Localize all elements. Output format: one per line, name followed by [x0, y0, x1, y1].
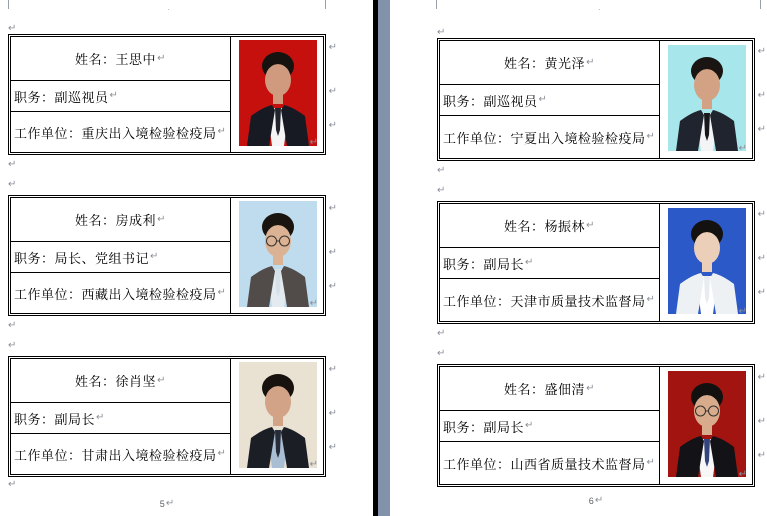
card-text-cells — [440, 41, 660, 158]
empty-paragraph[interactable] — [8, 155, 326, 175]
paragraph-mark: ↵ — [8, 340, 17, 351]
name-text: 姓名：徐肖坚 — [75, 374, 157, 389]
name-row[interactable] — [11, 359, 230, 403]
row-end-mark: ↵ — [328, 364, 337, 375]
row-end-mark: ↵ — [328, 42, 337, 53]
photo-cell — [660, 204, 752, 321]
position-row[interactable] — [11, 242, 230, 273]
page-gap-divider — [373, 0, 390, 516]
row-end-mark: ↵ — [328, 442, 337, 453]
paragraph-mark: ↵ — [437, 185, 446, 196]
unit-text: 工作单位：重庆出入境检验检疫局 — [14, 125, 217, 141]
paragraph-mark: ↵ — [437, 27, 446, 38]
empty-paragraph[interactable] — [437, 161, 755, 181]
paragraph-mark: ↵ — [538, 94, 548, 105]
card-text-cells — [11, 37, 231, 152]
position-row[interactable] — [11, 81, 230, 112]
empty-paragraph[interactable] — [8, 477, 326, 490]
paragraph-mark: ↵ — [217, 287, 227, 298]
paragraph-mark: ↵ — [8, 159, 17, 170]
empty-paragraph[interactable] — [8, 336, 326, 356]
unit-row[interactable] — [11, 273, 230, 313]
paragraph-mark: ↵ — [157, 213, 166, 225]
page-number — [437, 496, 755, 506]
name-text: 姓名：黄光泽 — [504, 56, 586, 71]
paragraph-mark: ↵ — [646, 457, 656, 468]
row-end-mark: ↵ — [757, 90, 766, 101]
row-end-mark: ↵ — [757, 372, 766, 383]
position-text: 职务：副巡视员 — [14, 89, 109, 105]
name-text: 姓名：房成利 — [75, 213, 157, 228]
card-text-cells — [440, 204, 660, 321]
document-page-right[interactable] — [390, 0, 767, 516]
empty-paragraph[interactable] — [437, 0, 755, 38]
paragraph-mark: ↵ — [157, 374, 166, 386]
card-text-cells — [11, 359, 231, 474]
row-end-mark: ↵ — [757, 287, 766, 298]
paragraph-mark: ↵ — [594, 495, 604, 506]
portrait-photo[interactable] — [668, 370, 746, 478]
portrait-photo[interactable] — [668, 44, 746, 152]
row-end-mark: ↵ — [757, 416, 766, 427]
empty-paragraph[interactable] — [437, 324, 755, 344]
paragraph-mark: ↵ — [8, 479, 17, 490]
position-row[interactable] — [440, 411, 659, 442]
name-row[interactable] — [440, 204, 659, 248]
name-row[interactable] — [440, 41, 659, 85]
unit-row[interactable] — [440, 116, 659, 158]
paragraph-mark: ↵ — [8, 23, 17, 34]
document-page-left[interactable] — [0, 0, 373, 516]
paragraph-mark: ↵ — [525, 420, 534, 431]
name-text: 姓名：杨振林 — [504, 219, 586, 234]
paragraph-mark: ↵ — [586, 219, 595, 231]
name-text: 姓名：盛佃清 — [504, 382, 586, 397]
profile-card — [437, 364, 766, 487]
unit-row[interactable] — [440, 279, 659, 321]
position-text: 职务：副巡视员 — [443, 93, 538, 109]
paragraph-mark: ↵ — [646, 294, 656, 305]
paragraph-mark: ↵ — [586, 382, 595, 394]
paragraph-mark: ↵ — [165, 498, 175, 509]
row-end-mark: ↵ — [757, 46, 766, 57]
paragraph-mark: ↵ — [437, 165, 446, 176]
name-row[interactable] — [11, 37, 230, 81]
name-row[interactable] — [11, 198, 230, 242]
position-row[interactable] — [440, 248, 659, 279]
position-text: 职务：副局长 — [443, 256, 525, 272]
position-row[interactable] — [440, 85, 659, 116]
paragraph-mark: ↵ — [437, 348, 446, 359]
card-text-cells — [440, 367, 660, 484]
row-end-mark: ↵ — [328, 281, 337, 292]
paragraph-mark: ↵ — [217, 126, 227, 137]
paragraph-mark: ↵ — [309, 298, 318, 309]
paragraph-mark: ↵ — [586, 56, 595, 68]
profile-card — [8, 34, 337, 155]
profile-card — [437, 201, 766, 324]
page-number-text: 6 — [588, 496, 594, 506]
unit-text: 工作单位：山西省质量技术监督局 — [443, 456, 646, 472]
paragraph-mark: ↵ — [217, 448, 227, 459]
empty-paragraph[interactable] — [8, 316, 326, 336]
paragraph-mark: ↵ — [309, 459, 318, 470]
name-row[interactable] — [440, 367, 659, 411]
row-end-mark: ↵ — [328, 120, 337, 131]
unit-text: 工作单位：西藏出入境检验检疫局 — [14, 286, 217, 302]
profile-card — [8, 356, 337, 477]
page-number-text: 5 — [159, 499, 165, 509]
unit-row[interactable] — [440, 442, 659, 484]
unit-text: 工作单位：天津市质量技术监督局 — [443, 293, 646, 309]
position-row[interactable] — [11, 403, 230, 434]
photo-cell — [660, 41, 752, 158]
paragraph-mark: ↵ — [8, 179, 17, 190]
photo-cell — [231, 198, 323, 313]
position-text: 职务：副局长 — [14, 411, 96, 427]
position-text: 职务：局长、党组书记 — [14, 250, 150, 266]
text-column — [437, 0, 766, 506]
photo-cell — [231, 359, 323, 474]
paragraph-mark: ↵ — [157, 52, 166, 64]
photo-cell — [660, 367, 752, 484]
paragraph-mark: ↵ — [738, 143, 747, 154]
paragraph-mark: ↵ — [525, 257, 534, 268]
row-end-mark: ↵ — [757, 253, 766, 264]
row-end-mark: ↵ — [328, 203, 337, 214]
portrait-photo[interactable] — [239, 362, 317, 468]
row-end-mark: ↵ — [757, 450, 766, 461]
unit-row[interactable] — [11, 112, 230, 152]
card-text-cells — [11, 198, 231, 313]
name-text: 姓名：王思中 — [75, 52, 157, 67]
empty-paragraph[interactable] — [437, 344, 755, 364]
portrait-photo[interactable] — [668, 207, 746, 315]
text-column — [8, 0, 337, 509]
header-mark: · — [167, 5, 170, 14]
page-gap — [378, 0, 390, 516]
paragraph-mark: ↵ — [437, 328, 446, 339]
profile-card — [8, 195, 337, 316]
photo-cell — [231, 37, 323, 152]
paragraph-mark: ↵ — [96, 412, 105, 423]
portrait-photo[interactable] — [239, 201, 317, 307]
page-number — [8, 499, 326, 509]
row-end-mark: ↵ — [757, 124, 766, 135]
unit-row[interactable] — [11, 434, 230, 474]
paragraph-mark: ↵ — [109, 90, 119, 101]
paragraph-mark: ↵ — [309, 137, 318, 148]
row-end-mark: ↵ — [757, 209, 766, 220]
paragraph-mark: ↵ — [150, 251, 159, 262]
empty-paragraph[interactable] — [437, 181, 755, 201]
paragraph-mark: ↵ — [738, 306, 747, 317]
paragraph-mark: ↵ — [646, 131, 656, 142]
position-text: 职务：副局长 — [443, 419, 525, 435]
portrait-photo[interactable] — [239, 40, 317, 146]
unit-text: 工作单位：宁夏出入境检验检疫局 — [443, 130, 646, 146]
header-mark: · — [598, 5, 601, 14]
margin-crop-mark — [760, 0, 761, 9]
row-end-mark: ↵ — [328, 408, 337, 419]
empty-paragraph[interactable] — [8, 0, 326, 34]
paragraph-mark: ↵ — [738, 469, 747, 480]
profile-card — [437, 38, 766, 161]
row-end-mark: ↵ — [328, 86, 337, 97]
row-end-mark: ↵ — [328, 247, 337, 258]
unit-text: 工作单位：甘肃出入境检验检疫局 — [14, 447, 217, 463]
paragraph-mark: ↵ — [8, 320, 17, 331]
empty-paragraph[interactable] — [8, 175, 326, 195]
